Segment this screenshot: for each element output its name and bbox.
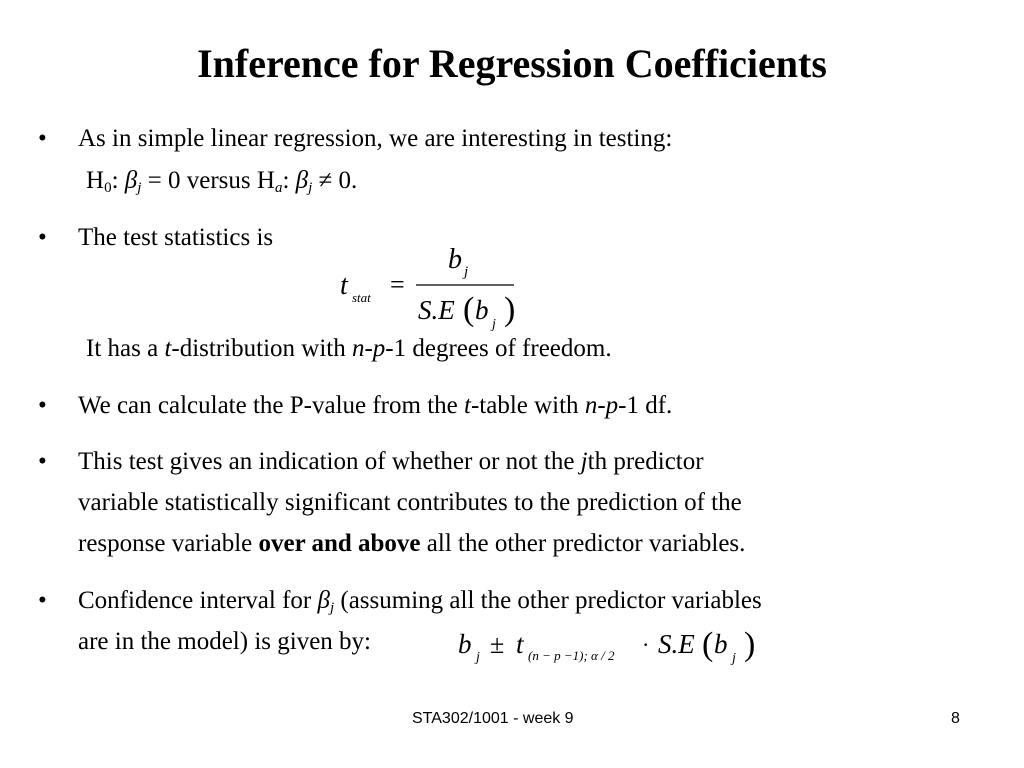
t-stat-formula: [330, 240, 530, 335]
bullet-glyph: •: [38, 125, 47, 152]
ci-t-sub: (n − p −1); α / 2: [528, 648, 615, 663]
bullet-glyph: •: [38, 448, 47, 475]
h0-label: H: [86, 167, 105, 194]
denominator-sub: j: [492, 317, 496, 332]
bullet-glyph: •: [38, 392, 47, 419]
t-symbol: t: [340, 270, 348, 301]
footer-course: STA302/1001 - week 9: [412, 710, 574, 727]
plus-minus: ±: [490, 630, 505, 659]
line-3: response variable over and above all the other predictor variables.: [78, 530, 746, 557]
ci-right-paren: ): [744, 626, 756, 663]
line-1: This test gives an indication of whether or not the jth predictor: [78, 448, 704, 475]
ci-b: b: [458, 629, 472, 659]
ci-se: S.E: [658, 629, 695, 659]
denominator-b: b: [475, 295, 489, 325]
bullet-glyph: •: [38, 224, 47, 251]
line-2: variable statistically significant contributes to the prediction of the: [78, 489, 742, 516]
bullet-text: [78, 441, 958, 564]
line-2: are in the model) is given by:: [78, 628, 371, 655]
left-paren: (: [463, 291, 475, 328]
line-1: Confidence interval for $\beta_j$ (assuming all the other predictor variables: [78, 587, 762, 616]
numerator-b: b: [448, 244, 462, 275]
bullet-glyph: •: [38, 587, 47, 614]
ci-formula: [452, 618, 772, 670]
ci-b2-sub: j: [732, 651, 736, 666]
denominator-se: S.E: [418, 295, 455, 325]
t-subscript: stat: [352, 290, 371, 305]
right-paren: ): [504, 291, 516, 328]
numerator-sub: j: [464, 264, 469, 280]
hypothesis-line: $H_0$: $\beta_j = 0$ versus $H_a$: $\beta_j \ne 0$.: [86, 167, 358, 196]
emphasis: over and above: [258, 530, 421, 557]
ci-left-paren: (: [702, 626, 714, 663]
bullet-text: The test statistics is: [78, 224, 274, 251]
equals-sign: =: [390, 270, 405, 299]
ci-t: t: [516, 629, 524, 659]
bullet-text: As in simple linear regression, we are interesting in testing:: [78, 125, 673, 152]
slide-title: Inference for Regression Coefficients: [197, 41, 827, 86]
t-distribution-note: It has a t-distribution with n-p-1 degrees of freedom.: [86, 335, 612, 362]
bullet-text: We can calculate the P-value from the t-table with n-p-1 df.: [78, 392, 673, 419]
center-dot: ·: [642, 632, 650, 657]
ci-b2: b: [714, 629, 728, 659]
ci-b-sub: j: [476, 650, 480, 665]
slide-number: 8: [951, 710, 960, 727]
